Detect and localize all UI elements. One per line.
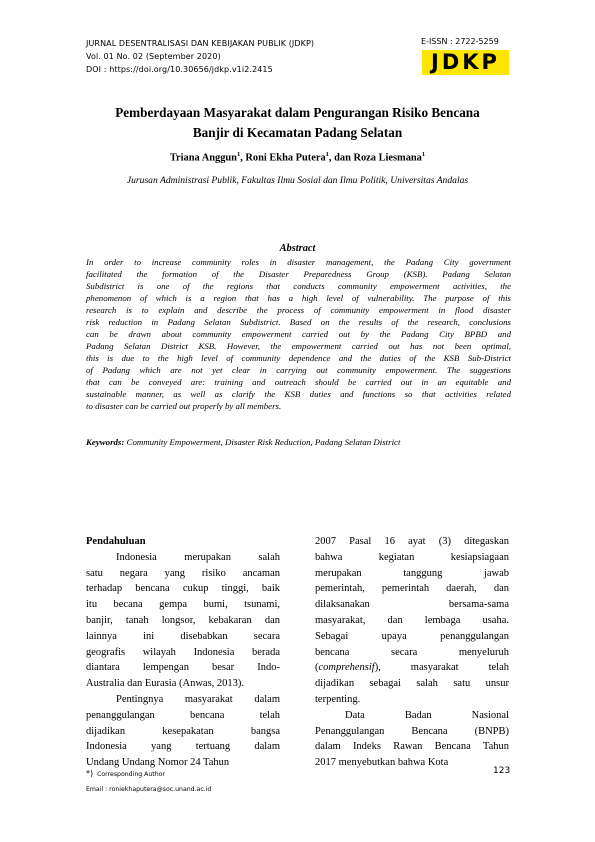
abstract-line: can be drawn about community empowerment carried out by the Padang City BPBD and (86, 329, 511, 339)
journal-logo: JDKP (422, 50, 509, 75)
body-line: 2007 Pasal 16 ayat (3) ditegaskan (315, 536, 509, 547)
author-1-affiliation-mark: 1 (236, 151, 241, 158)
abstract-heading: Abstract (279, 243, 316, 254)
body-line: Penanggulangan Bencana (BNPB) (315, 725, 509, 737)
section-heading: Pendahuluan (86, 536, 146, 547)
asterisk-mark: *) (86, 769, 94, 778)
body-line: Pentingnya masyarakat dalam (116, 693, 280, 705)
journal-header (86, 37, 314, 76)
body-line: dalam Indeks Rawan Bencana Tahun (315, 741, 509, 753)
abstract-line: sustainable manner, as well as clarify the KSB duties and functions so that activities related (86, 389, 511, 399)
body-column-left (86, 534, 280, 771)
issn: E-ISSN : 2722-5259 (421, 37, 499, 46)
abstract-line: phenomenon of which is a region that has a high level of vulnerability. The purpose of this (86, 293, 511, 303)
body-line: dilaksanakan bersama-sama (315, 599, 509, 611)
abstract-body (86, 256, 511, 412)
affiliation: Jurusan Administrasi Publik, Fakultas Ilmu Sosial dan Ilmu Politik, Universitas Andalas (126, 175, 469, 186)
keywords-label: Keywords: (86, 437, 125, 447)
abstract-line: to disaster can be carried out properly by all members. (86, 401, 282, 411)
abstract-line: risk reduction in Padang Selatan Subdistrict. Based on the results of the research, conclusions (86, 317, 511, 327)
abstract-line: of Padang which are not yet clear in carrying out community empowerment. The suggestions (86, 365, 511, 375)
body-line: merupakan tanggung jawab (315, 567, 509, 579)
corresponding-email[interactable]: Email : roniekhaputera@soc.unand.ac.id (86, 786, 212, 793)
body-line: geografis wilayah Indonesia berada (86, 646, 280, 658)
body-line: terhadap bencana cukup tinggi, baik (86, 583, 280, 595)
body-line: pemerintah, pemerintah daerah, dan (315, 583, 509, 595)
page-number: 123 (493, 766, 511, 776)
title-line-2: Banjir di Kecamatan Padang Selatan (192, 125, 403, 140)
body-line: Indonesia yang tertuang dalam (86, 741, 280, 753)
body-line: bahwa kegiatan kesiapsiagaan (315, 551, 509, 563)
body-line: dijadikan kesepakatan bangsa (86, 725, 280, 737)
abstract-line: In order to increase community roles in disaster management, the Padang City government (86, 257, 511, 267)
body-line: bencana secara menyeluruh (315, 646, 509, 658)
body-line: Sebagai upaya penanggulangan (315, 630, 509, 642)
article-title (60, 103, 535, 143)
body-line: masyarakat, dan lembaga usaha. (315, 614, 509, 626)
body-line: Data Badan Nasional (345, 709, 509, 721)
body-line: Australia dan Eurasia (Anwas, 2013). (86, 678, 245, 690)
journal-name: JURNAL DESENTRALISASI DAN KEBIJAKAN PUBLIK (JDKP) (86, 39, 315, 48)
body-column-right (315, 534, 509, 771)
body-line: terpenting. (315, 693, 361, 705)
body-line: satu negara yang risiko ancaman (86, 567, 280, 579)
footer-notes (86, 766, 211, 797)
body-line: Undang Undang Nomor 24 Tahun (86, 757, 230, 769)
abstract-line: this is due to the high level of community dependence and the duties of the KSB Sub-District (86, 353, 511, 363)
corresponding-label: Corresponding Author (97, 771, 165, 778)
abstract-line: Padang Selatan District KSB. However, the empowerment carried out has not been optimal, (86, 341, 511, 351)
author-3-affiliation-mark: 1 (421, 151, 426, 158)
authors (60, 151, 535, 163)
abstract-line: facilitated the formation of the Disaster Preparedness Group (KSB). Padang Selatan (86, 269, 511, 279)
abstract-line: research is to explain and describe the process of community empowerment in flood disaster (86, 305, 511, 315)
body-line: banjir, tanah longsor, kebakaran dan (86, 614, 280, 626)
keywords-list: Community Empowerment, Disaster Risk Reduction, Padang Selatan District (124, 437, 401, 447)
journal-volume: Vol. 01 No. 02 (September 2020) (86, 52, 221, 61)
body-line: (comprehensif), masyarakat telah (315, 662, 509, 674)
body-line: dijadikan sebagai salah satu unsur (315, 678, 509, 690)
journal-doi[interactable]: DOI : https://doi.org/10.30656/jdkp.v1i2.2415 (86, 65, 273, 74)
body-line: itu becana gempa bumi, tsunami, (86, 599, 280, 611)
abstract-line: Subdistrict is one of the regions that conducts community empowerment activities, the (86, 281, 511, 291)
keywords (86, 437, 400, 447)
body-line: penanggulangan bencana telah (86, 709, 280, 721)
body-line: diantara lempengan besar Indo- (86, 662, 280, 674)
body-line: Indonesia merupakan salah (116, 551, 280, 563)
author-2-affiliation-mark: 1 (325, 151, 329, 158)
abstract-line: that can be conveyed are: training and outreach should be carried out in an equitable and (86, 377, 511, 387)
body-line: 2017 menyebutkan bahwa Kota (315, 757, 449, 769)
author-1: Triana Anggun (169, 152, 237, 164)
author-3: , dan Roza Liesmana (328, 152, 422, 164)
body-line: lainnya ini disebabkan secara (86, 630, 280, 642)
author-2: , Roni Ekha Putera (240, 152, 326, 164)
title-line-1: Pemberdayaan Masyarakat dalam Pengurangan Risiko Bencana (115, 105, 480, 120)
corresponding-author-note (86, 766, 211, 782)
